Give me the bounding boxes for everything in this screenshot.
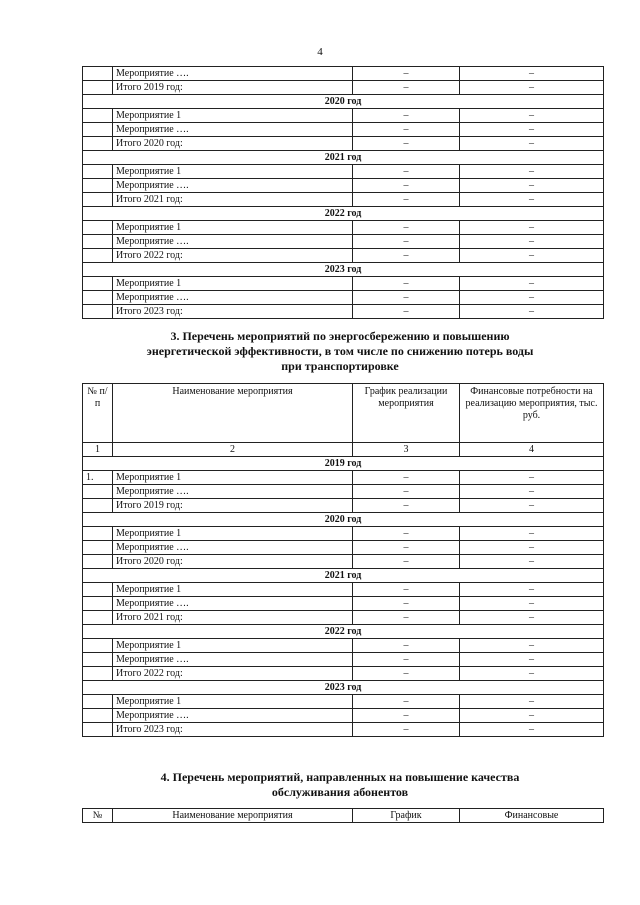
row-number (83, 583, 113, 597)
activity-name: Мероприятие …. (113, 709, 353, 723)
total-row (83, 305, 604, 319)
table-row (83, 709, 604, 723)
total-row (83, 81, 604, 95)
finance-value: – (460, 723, 604, 737)
table-row (83, 471, 604, 485)
column-number-row (83, 443, 604, 457)
schedule-value: – (353, 597, 460, 611)
row-number (83, 667, 113, 681)
row-number (83, 81, 113, 95)
schedule-value: – (353, 165, 460, 179)
row-number (83, 611, 113, 625)
year-label: 2021 год (83, 151, 604, 165)
header-finance: Финансовые (460, 809, 604, 823)
total-row (83, 137, 604, 151)
year-row (83, 207, 604, 221)
finance-value: – (460, 277, 604, 291)
activity-name: Мероприятие 1 (113, 471, 353, 485)
total-label: Итого 2021 год: (113, 611, 353, 625)
table-row (83, 583, 604, 597)
year-label: 2021 год (83, 569, 604, 583)
header-number: № (83, 809, 113, 823)
finance-value: – (460, 123, 604, 137)
finance-value: – (460, 541, 604, 555)
schedule-value: – (353, 541, 460, 555)
finance-value: – (460, 291, 604, 305)
year-label: 2020 год (83, 513, 604, 527)
year-row (83, 681, 604, 695)
total-row (83, 249, 604, 263)
column-number-3: 3 (353, 443, 460, 457)
activity-name: Мероприятие 1 (113, 583, 353, 597)
table-row (83, 109, 604, 123)
header-schedule: График реализации мероприятия (353, 384, 460, 443)
year-row (83, 569, 604, 583)
schedule-value: – (353, 639, 460, 653)
table-row (83, 179, 604, 193)
finance-value: – (460, 193, 604, 207)
table-row (83, 291, 604, 305)
row-number (83, 653, 113, 667)
finance-value: – (460, 653, 604, 667)
schedule-value: – (353, 485, 460, 499)
schedule-value: – (353, 695, 460, 709)
header-name: Наименование мероприятия (113, 809, 353, 823)
total-label: Итого 2020 год: (113, 555, 353, 569)
activity-name: Мероприятие …. (113, 597, 353, 611)
finance-value: – (460, 249, 604, 263)
row-number (83, 485, 113, 499)
row-number (83, 193, 113, 207)
schedule-value: – (353, 305, 460, 319)
schedule-value: – (353, 193, 460, 207)
schedule-value: – (353, 611, 460, 625)
table-header-row (83, 384, 604, 443)
finance-value: – (460, 667, 604, 681)
schedule-value: – (353, 583, 460, 597)
schedule-value: – (353, 81, 460, 95)
schedule-value: – (353, 667, 460, 681)
activity-name: Мероприятие …. (113, 67, 353, 81)
finance-value: – (460, 137, 604, 151)
activity-name: Мероприятие 1 (113, 221, 353, 235)
activity-name: Мероприятие 1 (113, 277, 353, 291)
finance-value: – (460, 165, 604, 179)
total-row (83, 611, 604, 625)
table-section-3 (82, 383, 604, 737)
activity-name: Мероприятие …. (113, 653, 353, 667)
year-row (83, 457, 604, 471)
year-label: 2022 год (83, 207, 604, 221)
year-label: 2019 год (83, 457, 604, 471)
schedule-value: – (353, 249, 460, 263)
total-row (83, 193, 604, 207)
row-number (83, 527, 113, 541)
row-number (83, 179, 113, 193)
header-name: Наименование мероприятия (113, 384, 353, 443)
table-row (83, 277, 604, 291)
table-row (83, 639, 604, 653)
schedule-value: – (353, 527, 460, 541)
finance-value: – (460, 109, 604, 123)
activity-name: Мероприятие …. (113, 123, 353, 137)
row-number (83, 541, 113, 555)
row-number (83, 305, 113, 319)
row-number (83, 695, 113, 709)
schedule-value: – (353, 555, 460, 569)
table-row (83, 527, 604, 541)
activity-name: Мероприятие 1 (113, 109, 353, 123)
year-label: 2020 год (83, 95, 604, 109)
table-section-4 (82, 808, 604, 823)
row-number (83, 235, 113, 249)
table-header-row (83, 809, 604, 823)
table-row (83, 485, 604, 499)
row-number (83, 277, 113, 291)
activity-name: Мероприятие 1 (113, 527, 353, 541)
table-section-2-continued (82, 66, 604, 319)
total-row (83, 555, 604, 569)
total-label: Итого 2022 год: (113, 249, 353, 263)
table-row (83, 123, 604, 137)
finance-value: – (460, 235, 604, 249)
activity-name: Мероприятие 1 (113, 639, 353, 653)
page-number: 4 (317, 46, 323, 58)
total-row (83, 667, 604, 681)
row-number (83, 709, 113, 723)
section-4-title-line-2: обслуживания абонентов (271, 785, 409, 799)
finance-value: – (460, 597, 604, 611)
finance-value: – (460, 583, 604, 597)
total-label: Итого 2023 год: (113, 305, 353, 319)
schedule-value: – (353, 723, 460, 737)
header-finance: Финансовые потребности на реализацию мероприятия, тыс. руб. (460, 384, 604, 443)
schedule-value: – (353, 123, 460, 137)
finance-value: – (460, 639, 604, 653)
table-row (83, 541, 604, 555)
finance-value: – (460, 305, 604, 319)
total-label: Итого 2019 год: (113, 499, 353, 513)
table-row (83, 695, 604, 709)
finance-value: – (460, 81, 604, 95)
year-row (83, 151, 604, 165)
section-4-title-line-1: 4. Перечень мероприятий, направленных на повышение качества (160, 770, 520, 784)
year-label: 2023 год (83, 263, 604, 277)
row-number (83, 597, 113, 611)
schedule-value: – (353, 109, 460, 123)
finance-value: – (460, 555, 604, 569)
table-row (83, 653, 604, 667)
table-row (83, 221, 604, 235)
finance-value: – (460, 485, 604, 499)
header-number: № п/п (83, 384, 113, 443)
finance-value: – (460, 695, 604, 709)
column-number-1: 1 (83, 443, 113, 457)
finance-value: – (460, 471, 604, 485)
finance-value: – (460, 67, 604, 81)
schedule-value: – (353, 235, 460, 249)
header-schedule: График (353, 809, 460, 823)
year-label: 2023 год (83, 681, 604, 695)
total-row (83, 723, 604, 737)
row-number (83, 723, 113, 737)
year-row (83, 95, 604, 109)
schedule-value: – (353, 137, 460, 151)
row-number (83, 137, 113, 151)
activity-name: Мероприятие …. (113, 179, 353, 193)
row-number (83, 165, 113, 179)
table-row (83, 67, 604, 81)
year-row (83, 625, 604, 639)
row-number (83, 499, 113, 513)
schedule-value: – (353, 67, 460, 81)
total-label: Итого 2020 год: (113, 137, 353, 151)
table-row (83, 165, 604, 179)
total-label: Итого 2021 год: (113, 193, 353, 207)
row-number (83, 555, 113, 569)
row-number (83, 249, 113, 263)
schedule-value: – (353, 499, 460, 513)
year-row (83, 513, 604, 527)
schedule-value: – (353, 471, 460, 485)
row-number: 1. (83, 471, 113, 485)
schedule-value: – (353, 221, 460, 235)
section-3-title-line-2: энергетической эффективности, в том числе по снижению потерь воды (146, 344, 534, 358)
table-row (83, 597, 604, 611)
activity-name: Мероприятие 1 (113, 165, 353, 179)
row-number (83, 291, 113, 305)
column-number-2: 2 (113, 443, 353, 457)
schedule-value: – (353, 291, 460, 305)
row-number (83, 67, 113, 81)
row-number (83, 109, 113, 123)
total-row (83, 499, 604, 513)
section-4-title (90, 770, 590, 800)
table-row (83, 235, 604, 249)
year-row (83, 263, 604, 277)
schedule-value: – (353, 277, 460, 291)
finance-value: – (460, 611, 604, 625)
finance-value: – (460, 221, 604, 235)
row-number (83, 221, 113, 235)
section-3-title-line-1: 3. Перечень мероприятий по энергосбережению и повышению (170, 329, 510, 343)
total-label: Итого 2023 год: (113, 723, 353, 737)
schedule-value: – (353, 709, 460, 723)
finance-value: – (460, 527, 604, 541)
column-number-4: 4 (460, 443, 604, 457)
section-3-title (90, 329, 590, 374)
total-label: Итого 2022 год: (113, 667, 353, 681)
schedule-value: – (353, 179, 460, 193)
schedule-value: – (353, 653, 460, 667)
finance-value: – (460, 499, 604, 513)
activity-name: Мероприятие …. (113, 541, 353, 555)
year-label: 2022 год (83, 625, 604, 639)
row-number (83, 123, 113, 137)
row-number (83, 639, 113, 653)
activity-name: Мероприятие 1 (113, 695, 353, 709)
finance-value: – (460, 179, 604, 193)
activity-name: Мероприятие …. (113, 485, 353, 499)
activity-name: Мероприятие …. (113, 235, 353, 249)
section-3-title-line-3: при транспортировке (281, 359, 399, 373)
activity-name: Мероприятие …. (113, 291, 353, 305)
total-label: Итого 2019 год: (113, 81, 353, 95)
finance-value: – (460, 709, 604, 723)
